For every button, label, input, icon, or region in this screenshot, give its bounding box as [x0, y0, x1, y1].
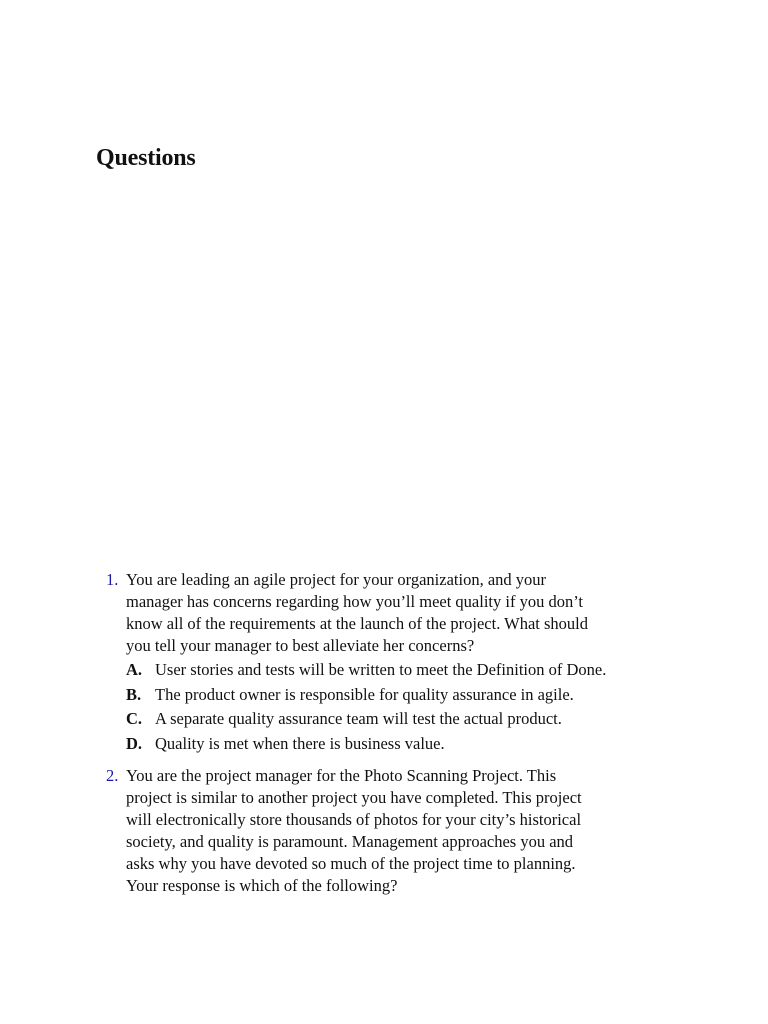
option-c	[126, 707, 686, 732]
option-text: Quality is met when there is business value.	[155, 733, 445, 753]
question-2-line: will electronically store thousands of photos for your city’s historical	[126, 810, 582, 829]
question-1-line: know all of the requirements at the launch of the project. What should	[126, 614, 589, 633]
question-1-line: manager has concerns regarding how you’ll meet quality if you don’t	[126, 592, 583, 611]
question-2-line: society, and quality is paramount. Management approaches you and	[126, 832, 574, 851]
option-a	[126, 658, 686, 683]
question-2-text	[126, 765, 686, 897]
option-text: The product owner is responsible for quality assurance in agile.	[155, 684, 574, 704]
question-1-number: 1.	[106, 570, 119, 589]
option-b	[126, 683, 686, 708]
option-text: A separate quality assurance team will test the actual product.	[155, 709, 562, 728]
page-heading: Questions	[96, 145, 196, 171]
option-text: User stories and tests will be written to meet the Definition of Done.	[155, 660, 607, 679]
question-2-line: Your response is which of the following?	[126, 876, 398, 895]
question-1	[106, 569, 686, 756]
question-2	[106, 765, 686, 897]
question-2-stem	[106, 765, 686, 897]
question-1-text	[126, 569, 686, 657]
question-2-line: asks why you have devoted so much of the project time to planning.	[126, 854, 576, 873]
question-1-line: you tell your manager to best alleviate her concerns?	[126, 636, 475, 655]
question-1-line: You are leading an agile project for your organization, and your	[126, 570, 547, 589]
option-letter: A.	[126, 660, 143, 679]
question-1-stem	[106, 569, 686, 657]
option-letter: C.	[126, 709, 143, 728]
question-2-number: 2.	[106, 766, 119, 785]
question-2-line: You are the project manager for the Photo Scanning Project. This	[126, 766, 557, 785]
option-letter: B.	[126, 684, 142, 704]
option-d	[126, 732, 686, 757]
option-letter: D.	[126, 733, 143, 753]
question-2-line: project is similar to another project you have completed. This project	[126, 788, 582, 807]
question-1-options	[126, 658, 686, 756]
